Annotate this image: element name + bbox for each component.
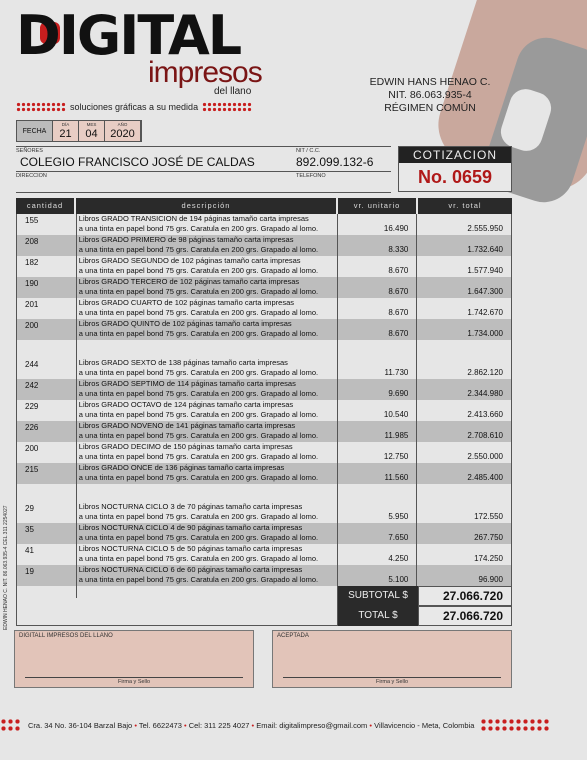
footer-phone: Tel. 6622473: [138, 720, 182, 730]
date-label: FECHA: [17, 121, 53, 141]
row-desc-line2: a una tinta en papel bond 75 grs. Caratula en 200 grs. Grapado al lomo.: [78, 265, 319, 275]
row-desc-line2: a una tinta en papel bond 75 grs. Caratula en 200 grs. Grapado al lomo.: [78, 367, 319, 377]
row-qty: 35: [17, 523, 77, 544]
row-total: 2.344.980: [467, 389, 503, 398]
row-desc-line1: Libros GRADO ONCE de 136 páginas tamaño carta impresas: [78, 463, 285, 472]
total-row: [338, 606, 512, 626]
row-desc: [77, 379, 338, 400]
table-body: [16, 214, 512, 598]
issuer-caption: DIGITALL IMPRESOS DEL LLANO: [19, 633, 113, 639]
row-desc: [77, 358, 338, 379]
row-unit: 16.490: [338, 214, 418, 235]
row-unit: 8.670: [338, 319, 418, 340]
table-spacer-row: [17, 340, 511, 358]
row-qty: 226: [17, 421, 77, 442]
table-row: [17, 400, 511, 421]
row-unit: 7.650: [338, 523, 418, 544]
footer-address: Cra. 34 No. 36-104 Barzal Bajo: [28, 720, 133, 730]
row-desc-line1: Libros GRADO SEPTIMO de 114 páginas tamaño carta impresas: [78, 379, 296, 388]
subtotal-value: 27.066.720: [418, 586, 512, 606]
row-desc-line2: a una tinta en papel bond 75 grs. Caratula en 200 grs. Grapado al lomo.: [78, 451, 319, 461]
row-desc-line1: Libros GRADO TRANSICION de 194 páginas tamaño carta impresas: [78, 214, 309, 223]
row-desc-line1: Libros GRADO SEGUNDO de 102 páginas tamaño carta impresas: [78, 256, 301, 265]
dots-icon: [16, 102, 66, 112]
table-row: [17, 463, 511, 484]
tagline: [16, 100, 256, 114]
brand-logo: DIGITAL: [16, 4, 241, 67]
row-qty: 208: [17, 235, 77, 256]
owner-nit: NIT. 86.063.935-4: [388, 89, 472, 101]
row-total: 1.732.640: [467, 245, 503, 254]
row-unit: 8.330: [338, 235, 418, 256]
table-row: [17, 421, 511, 442]
row-desc: [77, 502, 338, 523]
row-desc-line2: a una tinta en papel bond 75 grs. Caratula en 200 grs. Grapado al lomo.: [78, 553, 319, 563]
subtotal-label: SUBTOTAL $: [338, 586, 418, 606]
row-qty: 200: [17, 442, 77, 463]
table-row: [17, 379, 511, 400]
totals: [338, 586, 512, 626]
header-qty: cantidad: [16, 198, 76, 214]
row-desc-line2: a una tinta en papel bond 75 grs. Caratula en 200 grs. Grapado al lomo.: [78, 307, 319, 317]
header-unit: vr. unitario: [338, 198, 418, 214]
quote-title: COTIZACION: [399, 147, 511, 163]
row-desc: [77, 298, 338, 319]
row-qty: 19: [17, 565, 77, 586]
dots-icon: [202, 102, 252, 112]
row-total: 1.647.300: [467, 287, 503, 296]
row-desc-line1: Libros GRADO NOVENO de 141 páginas tamaño carta impresas: [78, 421, 296, 430]
table-row: [17, 298, 511, 319]
row-qty: 229: [17, 400, 77, 421]
row-qty: 200: [17, 319, 77, 340]
date-day: DÍA 21: [53, 121, 79, 141]
row-unit: 5.100: [338, 565, 418, 586]
owner-regime: RÉGIMEN COMÚN: [384, 102, 476, 114]
table-row: [17, 214, 511, 235]
owner-info: [360, 76, 500, 115]
row-unit: 8.670: [338, 256, 418, 277]
row-unit: 4.250: [338, 544, 418, 565]
row-unit: 5.950: [338, 502, 418, 523]
tagline-text: soluciones gráficas a su medida: [70, 102, 199, 112]
row-total: 2.550.000: [467, 452, 503, 461]
row-total: 96.900: [478, 575, 503, 584]
total-value: 27.066.720: [418, 606, 512, 626]
table-row: [17, 565, 511, 586]
row-desc-line2: a una tinta en papel bond 75 grs. Caratula en 200 grs. Grapado al lomo.: [78, 472, 319, 482]
row-desc-line1: Libros GRADO OCTAVO de 124 páginas tamaño carta impresas: [78, 400, 294, 409]
issuer-sign-label: Firma y Sello: [117, 679, 151, 685]
row-qty: 29: [17, 502, 77, 523]
row-desc: [77, 442, 338, 463]
sign-box-issuer: [14, 630, 254, 688]
row-desc-line2: a una tinta en papel bond 75 grs. Caratula en 200 grs. Grapado al lomo.: [78, 511, 319, 521]
table-spacer-row: [17, 484, 511, 502]
row-total: 2.413.660: [467, 410, 503, 419]
table-row: [17, 277, 511, 298]
header-desc: descripción: [76, 198, 338, 214]
row-desc-line2: a una tinta en papel bond 75 grs. Caratula en 200 grs. Grapado al lomo.: [78, 244, 319, 254]
dots-icon: [480, 718, 550, 732]
row-unit: 8.670: [338, 298, 418, 319]
row-desc-line1: Libros GRADO DECIMO de 150 páginas tamaño carta impresas: [78, 442, 293, 451]
row-desc-line2: a una tinta en papel bond 75 grs. Caratula en 200 grs. Grapado al lomo.: [78, 286, 319, 296]
row-desc-line1: Libros GRADO PRIMERO de 98 páginas tamaño carta impresas: [78, 235, 294, 244]
row-desc-line2: a una tinta en papel bond 75 grs. Caratula en 200 grs. Grapado al lomo.: [78, 223, 319, 233]
footer-cell: Cel: 311 225 4027: [188, 720, 250, 730]
row-qty: 182: [17, 256, 77, 277]
table-row: [17, 502, 511, 523]
row-total: 1.577.940: [467, 266, 503, 275]
accepted-caption: ACEPTADA: [277, 633, 309, 639]
owner-name: EDWIN HANS HENAO C.: [369, 76, 491, 88]
client-block: [16, 146, 391, 192]
row-desc: [77, 400, 338, 421]
row-desc-line1: Libros GRADO TERCERO de 102 páginas tamaño carta impresas: [78, 277, 300, 286]
row-unit: 11.730: [338, 358, 418, 379]
table-row: [17, 442, 511, 463]
items-table: [16, 198, 512, 598]
date-box: [16, 120, 142, 142]
row-desc-line2: a una tinta en papel bond 75 grs. Caratula en 200 grs. Grapado al lomo.: [78, 328, 319, 338]
date-month: MES 04: [79, 121, 105, 141]
nit-label: NIT / C.C.: [296, 148, 321, 154]
row-desc-line1: Libros NOCTURNA CICLO 3 de 70 páginas tamaño carta impresas: [78, 502, 303, 511]
dots-icon: [0, 718, 22, 732]
row-desc: [77, 277, 338, 298]
row-qty: 190: [17, 277, 77, 298]
table-row: [17, 256, 511, 277]
table-bottom: [16, 586, 338, 626]
row-unit: 11.985: [338, 421, 418, 442]
brand-sub2: del llano: [214, 86, 252, 97]
client-nit: 892.099.132-6: [296, 155, 374, 169]
table-row: [17, 523, 511, 544]
brand-sub: impresos: [148, 56, 262, 89]
row-desc-line1: Libros GRADO QUINTO de 102 páginas tamaño carta impresas: [78, 319, 292, 328]
row-desc: [77, 214, 338, 235]
table-row: [17, 319, 511, 340]
row-total: 1.734.000: [467, 329, 503, 338]
row-desc-line2: a una tinta en papel bond 75 grs. Caratula en 200 grs. Grapado al lomo.: [78, 430, 319, 440]
row-desc-line1: Libros GRADO CUARTO de 102 páginas tamaño carta impresas: [78, 298, 295, 307]
row-unit: 11.560: [338, 463, 418, 484]
telefono-label: TELEFONO: [296, 173, 326, 179]
row-total: 267.750: [474, 533, 503, 542]
side-text: EDWIN HENAO C. NIT. 86.063.935-4 CEL 311 2254027: [3, 505, 9, 630]
quote-box: [398, 146, 512, 192]
row-total: 174.250: [474, 554, 503, 563]
row-total: 2.485.400: [467, 473, 503, 482]
row-desc-line2: a una tinta en papel bond 75 grs. Caratula en 200 grs. Grapado al lomo.: [78, 409, 319, 419]
row-total: 2.862.120: [467, 368, 503, 377]
row-desc-line2: a una tinta en papel bond 75 grs. Caratula en 200 grs. Grapado al lomo.: [78, 574, 319, 584]
row-desc: [77, 256, 338, 277]
row-total: 1.742.670: [467, 308, 503, 317]
row-unit: 9.690: [338, 379, 418, 400]
date-year: AÑO 2020: [105, 121, 141, 141]
row-qty: 244: [17, 358, 77, 379]
row-total: 2.708.610: [467, 431, 503, 440]
row-qty: 242: [17, 379, 77, 400]
row-desc-line1: Libros NOCTURNA CICLO 6 de 60 páginas tamaño carta impresas: [78, 565, 303, 574]
row-unit: 8.670: [338, 277, 418, 298]
footer-email: Email: digitalimpreso@gmail.com: [256, 720, 368, 730]
row-desc: [77, 421, 338, 442]
footer-text: Cra. 34 No. 36-104 Barzal Bajo • Tel. 6622473 • Cel: 311 225 4027 • Email: digitalimpreso@gmail.com • Villavicencio - Meta, Colombia: [28, 720, 475, 730]
senores-label: SEÑORES: [16, 148, 43, 154]
header-total: vr. total: [418, 198, 512, 214]
row-unit: 10.540: [338, 400, 418, 421]
row-desc-line2: a una tinta en papel bond 75 grs. Caratula en 200 grs. Grapado al lomo.: [78, 532, 319, 542]
quote-number: No. 0659: [417, 167, 493, 187]
row-qty: 41: [17, 544, 77, 565]
total-label: TOTAL $: [338, 606, 418, 626]
table-row: [17, 544, 511, 565]
direccion-label: DIRECCION: [16, 173, 47, 179]
footer-city: Villavicencio - Meta, Colombia: [374, 720, 475, 730]
row-desc: [77, 523, 338, 544]
row-desc: [77, 463, 338, 484]
accepted-sign-label: Firma y Sello: [375, 679, 409, 685]
row-desc-line2: a una tinta en papel bond 75 grs. Caratula en 200 grs. Grapado al lomo.: [78, 388, 319, 398]
client-name: COLEGIO FRANCISCO JOSÉ DE CALDAS: [20, 155, 255, 169]
subtotal-row: [338, 586, 512, 606]
row-total: 2.555.950: [467, 224, 503, 233]
row-qty: 215: [17, 463, 77, 484]
row-total: 172.550: [474, 512, 503, 521]
table-header: [16, 198, 512, 214]
row-desc-line1: Libros NOCTURNA CICLO 5 de 50 páginas tamaño carta impresas: [78, 544, 303, 553]
table-row: [17, 235, 511, 256]
row-qty: 201: [17, 298, 77, 319]
table-row: [17, 358, 511, 379]
row-desc: [77, 544, 338, 565]
sign-box-accepted: [272, 630, 512, 688]
row-desc-line1: Libros NOCTURNA CICLO 4 de 90 páginas tamaño carta impresas: [78, 523, 303, 532]
row-desc-line1: Libros GRADO SEXTO de 138 páginas tamaño carta impresas: [78, 358, 288, 367]
row-unit: 12.750: [338, 442, 418, 463]
row-desc: [77, 565, 338, 586]
footer: [0, 716, 587, 734]
row-qty: 155: [17, 214, 77, 235]
row-desc: [77, 235, 338, 256]
row-desc: [77, 319, 338, 340]
